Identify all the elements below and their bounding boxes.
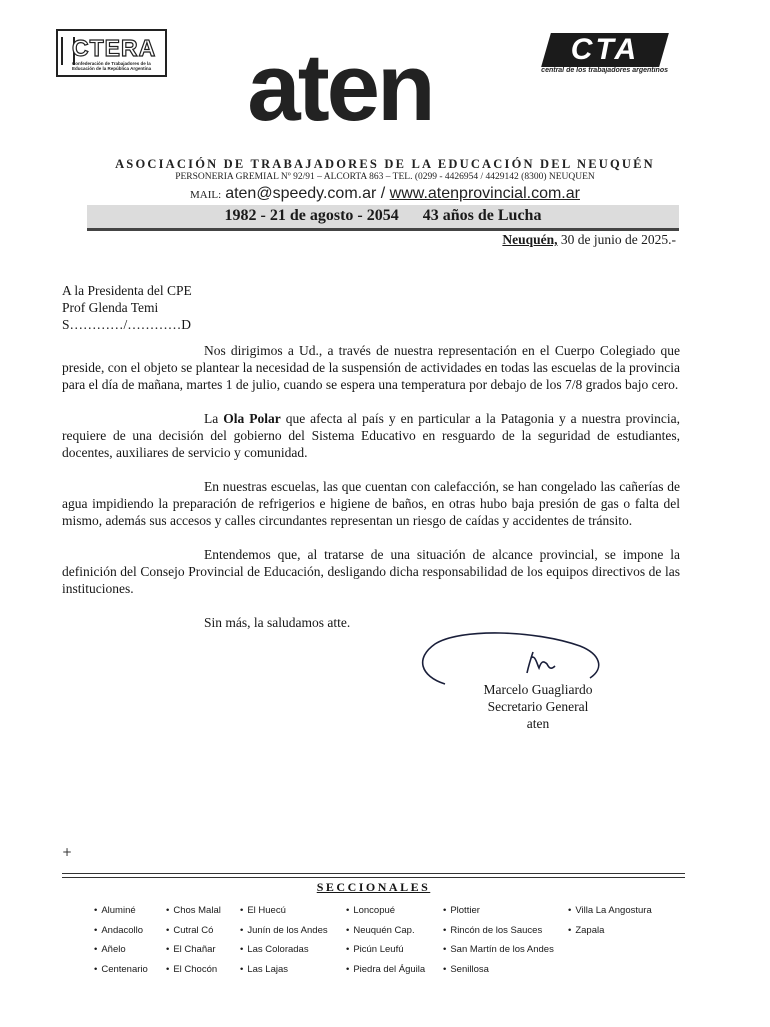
seccional-item: • Neuquén Cap. xyxy=(346,921,425,941)
cta-logo xyxy=(541,33,669,67)
letter-body xyxy=(62,342,680,648)
seccionales-column-5 xyxy=(443,901,554,979)
seccional-item: • Las Coloradas xyxy=(240,940,328,960)
closing-line: Sin más, la saludamos atte. xyxy=(204,615,351,630)
seccional-item: • El Chocón xyxy=(166,960,221,980)
recipient-block xyxy=(62,282,192,333)
footer-divider xyxy=(62,873,685,878)
seccional-item: • Chos Malal xyxy=(166,901,221,921)
body-paragraph-2-rest: que afecta al país y en particular a la Patagonia y a nuestra provincia, requiere de una decisión del gobierno del Sistema Educativo en resguardo de la seguridad de estudiantes, docentes, auxiliares de servicio y comunidad. xyxy=(62,411,680,460)
ctera-logo-subtitle: Confederación de Trabajadores de la Educación de la República Argentina xyxy=(72,61,152,71)
seccional-item: • Picún Leufú xyxy=(346,940,425,960)
date-city: Neuquén, xyxy=(502,232,558,247)
seccional-item: • Centenario xyxy=(94,960,148,980)
recipient-line-3: S…………/…………D xyxy=(62,317,192,332)
motto-text: 1982 - 21 de agosto - 2054 43 años de Lucha xyxy=(224,207,542,224)
seccionales-column-1 xyxy=(94,901,148,979)
plus-mark: + xyxy=(62,845,73,859)
seccional-item: • Rincón de los Sauces xyxy=(443,921,554,941)
seccional-item: • El Chañar xyxy=(166,940,221,960)
aten-logo: aten xyxy=(247,34,433,141)
signer-title: Secretario General xyxy=(487,699,589,714)
signer-block xyxy=(458,681,618,732)
body-paragraph-3: En nuestras escuelas, las que cuentan con calefacción, se han congelado las cañerías de agua impidiendo la preparación de refrigerios e higiene de baños, en otras hubo baja presión de gas o falta del mismo, además sus accesos y calles circundantes representan un riesgo de caídas y accidentes de tránsito. xyxy=(62,479,680,528)
body-paragraph-1: Nos dirigimos a Ud., a través de nuestra representación en el Cuerpo Colegiado que preside, con el objeto se plantear la necesidad de la suspensión de actividades en todas las escuelas de la provincia para el día de mañana, martes 1 de julio, cuando se espera una temperatura por debajo de los 7/8 grados bajo cero. xyxy=(62,343,680,392)
seccional-item: • Senillosa xyxy=(443,960,554,980)
body-paragraph-2-start: La xyxy=(204,411,224,426)
cta-logo-word: CTA xyxy=(570,33,640,66)
ola-polar-bold: Ola Polar xyxy=(223,411,281,426)
footer-title: SECCIONALES xyxy=(316,880,431,894)
seccional-item: • Aluminé xyxy=(94,901,148,921)
seccional-item: • Cutral Có xyxy=(166,921,221,941)
seccional-item: • Junín de los Andes xyxy=(240,921,328,941)
signer-name: Marcelo Guagliardo xyxy=(483,682,593,697)
seccional-item: • Añelo xyxy=(94,940,148,960)
mail-separator: / xyxy=(376,185,390,202)
seccional-item: • Zapala xyxy=(568,921,652,941)
association-contact xyxy=(100,185,670,203)
seccionales-column-3 xyxy=(240,901,328,979)
seccionales-column-2 xyxy=(166,901,221,979)
seccionales-column-6 xyxy=(568,901,652,940)
body-paragraph-4: Entendemos que, al tratarse de una situación de alcance provincial, se impone la definición del Consejo Provincial de Educación, desligando dicha responsabilidad de los equipos directivos de las instituciones. xyxy=(62,547,680,596)
mail-label: MAIL: xyxy=(190,189,222,201)
seccional-item: • Las Lajas xyxy=(240,960,328,980)
seccional-item: • Villa La Angostura xyxy=(568,901,652,921)
seccional-item: • El Huecú xyxy=(240,901,328,921)
mail-address: aten@speedy.com.ar xyxy=(225,185,377,202)
body-paragraph-2 xyxy=(62,410,680,461)
letter-date xyxy=(380,232,676,248)
seccional-item: • San Martín de los Andes xyxy=(443,940,554,960)
ctera-logo xyxy=(56,29,167,77)
website-link[interactable]: www.atenprovincial.com.ar xyxy=(389,185,580,202)
signature-icon xyxy=(415,628,605,688)
seccionales-column-4 xyxy=(346,901,425,979)
motto-band xyxy=(87,205,679,231)
association-address: PERSONERIA GREMIAL Nº 92/91 – ALCORTA 863 – TEL. (0299 - 4426954 / 4429142 (8300) NEUQUEN xyxy=(175,172,595,182)
seccional-item: • Andacollo xyxy=(94,921,148,941)
seccional-item: • Loncopué xyxy=(346,901,425,921)
association-name: ASOCIACIÓN DE TRABAJADORES DE LA EDUCACIÓN DEL NEUQUÉN xyxy=(115,157,655,171)
recipient-line-2: Prof Glenda Temi xyxy=(62,300,159,315)
date-text: 30 de junio de 2025.- xyxy=(557,232,676,247)
signer-org: aten xyxy=(526,716,550,731)
seccional-item: • Piedra del Águila xyxy=(346,960,425,980)
recipient-line-1: A la Presidenta del CPE xyxy=(62,283,192,298)
seccional-item: • Plottier xyxy=(443,901,554,921)
ctera-logo-word: CTERA xyxy=(72,35,157,61)
cta-logo-subtitle: central de los trabajadores argentinos xyxy=(541,67,668,74)
